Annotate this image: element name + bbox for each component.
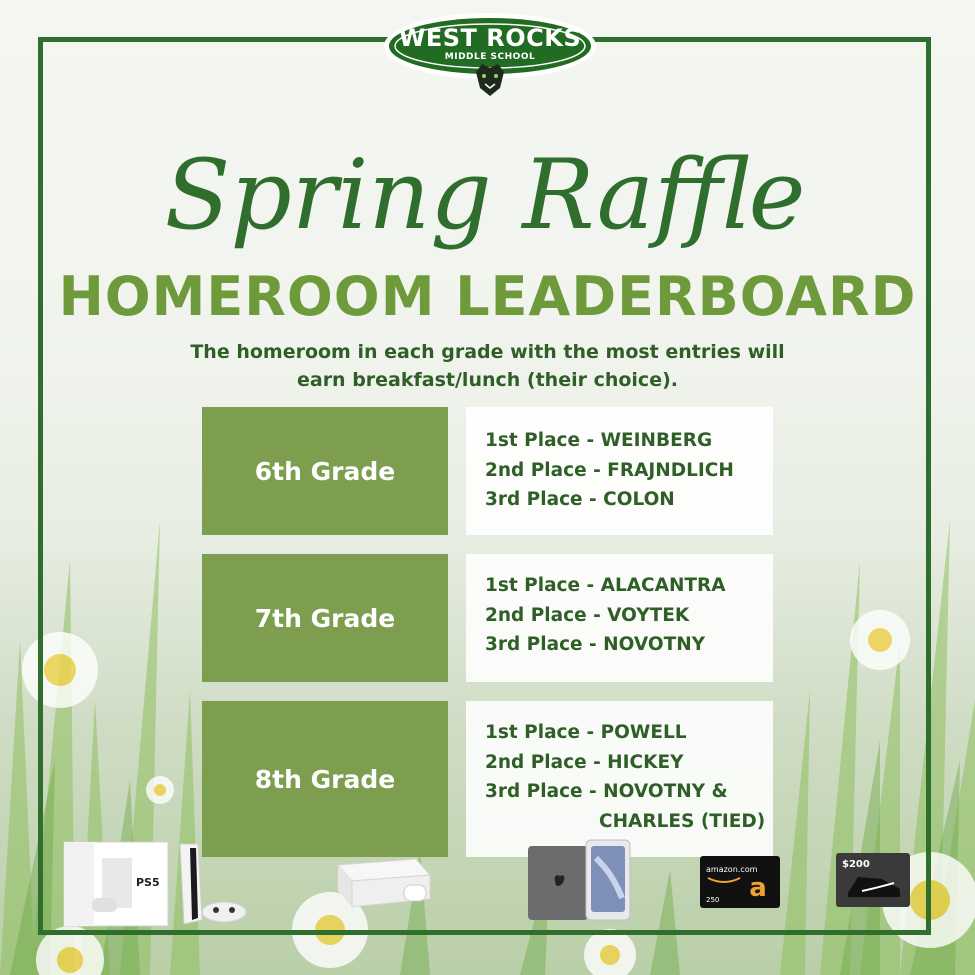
place-line-3rd: 3rd Place - NOVOTNY & (485, 781, 728, 802)
svg-text:a: a (749, 873, 767, 903)
logo-subtitle: MIDDLE SCHOOL (444, 52, 536, 62)
place-line-1st: 1st Place - ALACANTRA (485, 575, 726, 596)
ps5-box-image (62, 838, 172, 930)
spring-raffle-title (164, 78, 806, 258)
nike-gift-card-image (836, 853, 910, 907)
ps5-console-image (172, 840, 252, 930)
place-line-2nd: 2nd Place - FRAJNDLICH (485, 459, 734, 481)
grade-label-box-6th (202, 407, 448, 535)
amazon-card-brand: amazon.com (706, 865, 758, 874)
place-line-1st: 1st Place - WEINBERG (485, 430, 713, 451)
place-line-3rd: 3rd Place - NOVOTNY (485, 634, 706, 655)
grade-label: 6th Grade (254, 456, 396, 486)
results-box-6th (466, 407, 773, 535)
airpods-image (334, 855, 434, 915)
amazon-card-value: 250 (706, 896, 720, 904)
nike-card-value: $200 (842, 859, 870, 870)
page-headline: HOMEROOM LEADERBOARD (58, 265, 917, 328)
subtitle (180, 338, 795, 394)
subtitle-line-2: earn breakfast/lunch (their choice). (296, 369, 678, 391)
grade-label-box-8th (202, 701, 448, 857)
grade-label: 8th Grade (254, 764, 396, 794)
place-line-2nd: 2nd Place - VOYTEK (485, 604, 690, 626)
grade-label: 7th Grade (254, 603, 396, 633)
subtitle-line-1: The homeroom in each grade with the most entries will (190, 341, 785, 363)
place-line-2nd: 2nd Place - HICKEY (485, 751, 684, 773)
amazon-gift-card-image (700, 856, 780, 908)
ipad-mini-image (526, 838, 632, 922)
ps5-box-label: PS5 (136, 876, 160, 889)
place-line-3rd: 3rd Place - COLON (485, 489, 675, 510)
place-line-1st: 1st Place - POWELL (485, 722, 687, 743)
place-line-3rd-continued: CHARLES (TIED) (599, 810, 766, 832)
results-box-8th (466, 701, 773, 857)
results-box-7th (466, 554, 773, 682)
logo-name: WEST ROCKS (398, 24, 582, 52)
grade-label-box-7th (202, 554, 448, 682)
script-title-text: Spring Raffle (164, 139, 806, 251)
